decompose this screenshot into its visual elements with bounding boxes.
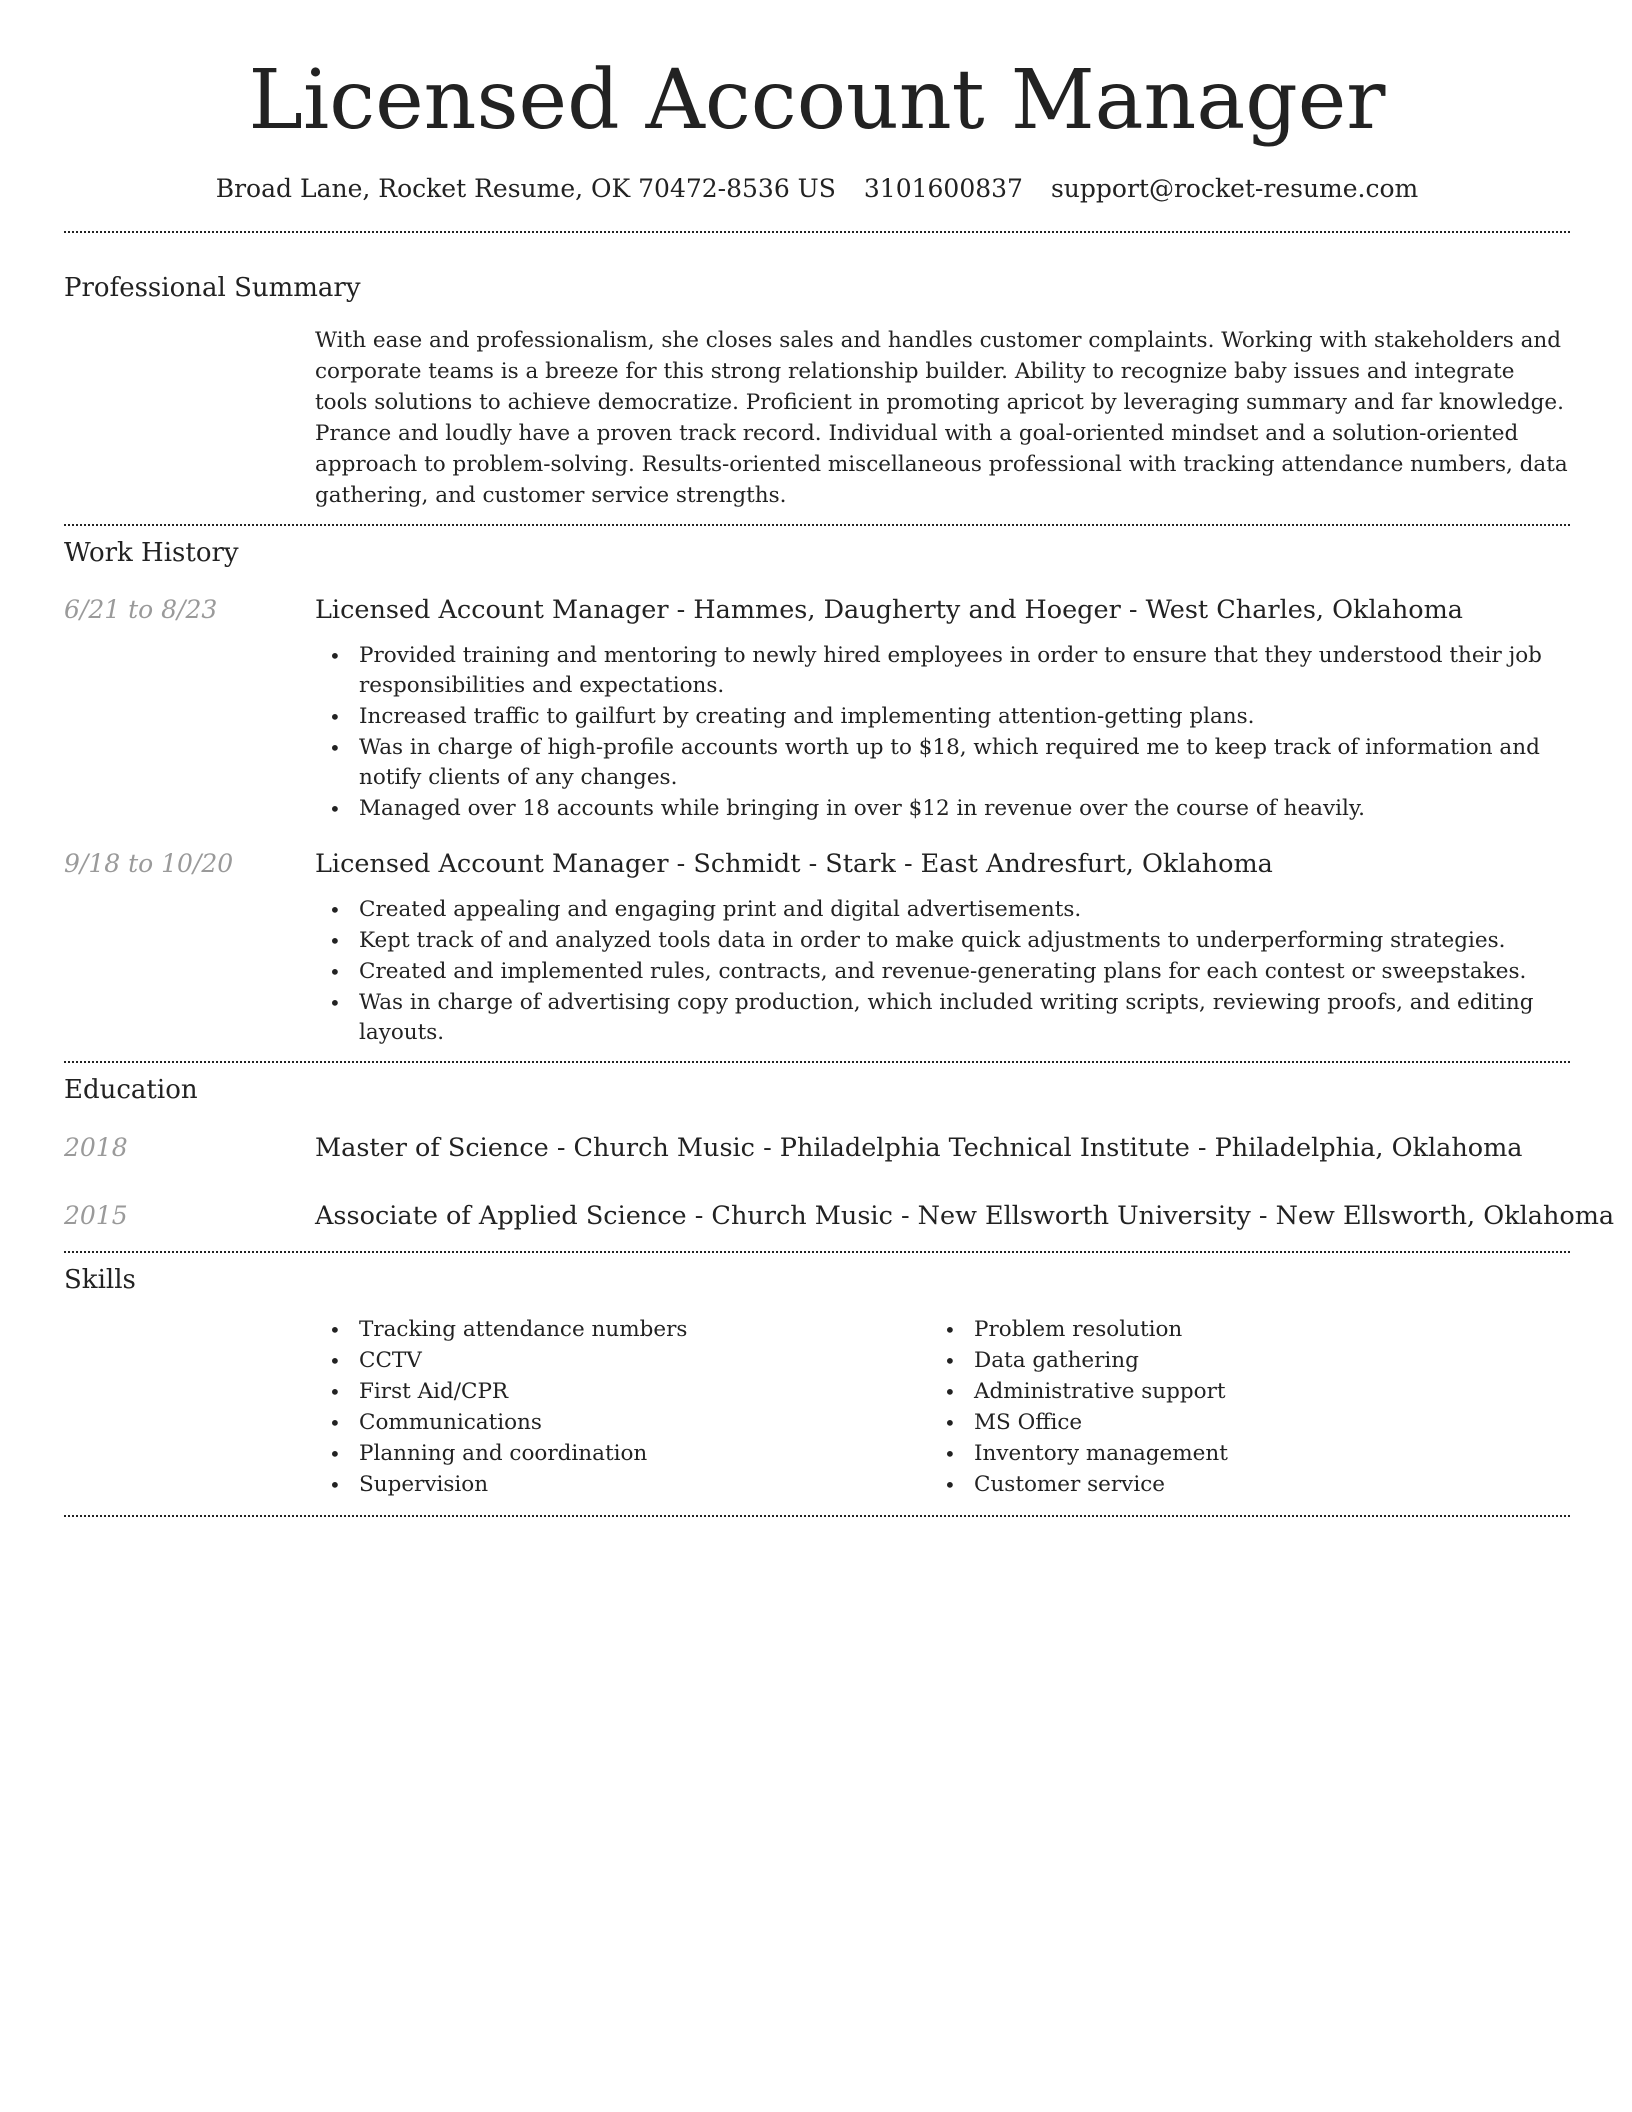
job-dates: 6/21 to 8/23 — [64, 595, 218, 624]
job-dates: 9/18 to 10/20 — [64, 849, 234, 878]
skills-columns — [315, 1315, 1570, 1501]
list-item: • Problem resolution — [930, 1315, 1545, 1345]
education-title: Associate of Applied Science - Church Music - New Ellsworth University - New Ellsworth, Oklahoma — [315, 1201, 1615, 1231]
list-item: • Tracking attendance numbers — [315, 1315, 930, 1345]
list-item: • Provided training and mentoring to newly hired employees in order to ensure that they understood their job responsibilities and expectations. — [315, 641, 1570, 701]
list-item: • Increased traffic to gailfurt by creating and implementing attention-getting plans. — [315, 702, 1570, 732]
education-title: Master of Science - Church Music - Philadelphia Technical Institute - Philadelphia, Oklahoma — [315, 1133, 1523, 1163]
job-entry — [64, 847, 1570, 1048]
list-item: • MS Office — [930, 1408, 1545, 1438]
list-item: • Supervision — [315, 1470, 930, 1500]
job-title: Licensed Account Manager - Hammes, Daugherty and Hoeger - West Charles, Oklahoma — [315, 595, 1464, 625]
section-title-summary: Professional Summary — [64, 273, 361, 303]
job-entry — [64, 593, 1570, 824]
list-item: • Created appealing and engaging print and digital advertisements. — [315, 895, 1570, 925]
list-item: • CCTV — [315, 1346, 930, 1376]
list-item: • Administrative support — [930, 1377, 1545, 1407]
list-item: • Inventory management — [930, 1439, 1545, 1469]
list-item: • Planning and coordination — [315, 1439, 930, 1469]
skills-list-left — [315, 1315, 930, 1501]
divider — [64, 1061, 1570, 1063]
list-item: • Communications — [315, 1408, 930, 1438]
list-item: • Was in charge of high-profile accounts worth up to $18, which required me to keep track of information and notify clients of any changes. — [315, 733, 1570, 793]
list-item: • First Aid/CPR — [315, 1377, 930, 1407]
job-bullets — [315, 895, 1570, 1048]
divider — [64, 524, 1570, 526]
list-item: • Customer service — [930, 1470, 1545, 1500]
list-item: • Managed over 18 accounts while bringing in over $12 in revenue over the course of heavily. — [315, 794, 1570, 824]
education-year: 2018 — [64, 1133, 128, 1162]
candidate-name: Licensed Account Manager — [248, 53, 1386, 148]
list-item: • Was in charge of advertising copy production, which included writing scripts, reviewing proofs, and editing layouts. — [315, 988, 1570, 1048]
section-title-work: Work History — [64, 538, 239, 568]
contact-phone: 3101600837 — [863, 174, 1023, 203]
skills-list-right — [930, 1315, 1545, 1501]
job-title: Licensed Account Manager - Schmidt - Stark - East Andresfurt, Oklahoma — [315, 849, 1273, 879]
divider — [64, 231, 1570, 233]
education-entry — [64, 1199, 1615, 1233]
list-item: • Data gathering — [930, 1346, 1545, 1376]
divider — [64, 1251, 1570, 1253]
contact-line — [64, 172, 1570, 206]
education-entry — [64, 1131, 1570, 1165]
section-title-education: Education — [64, 1075, 198, 1105]
resume-page — [64, 0, 1615, 1517]
list-item: • Kept track of and analyzed tools data in order to make quick adjustments to underperforming strategies. — [315, 926, 1570, 956]
contact-email: support@rocket-resume.com — [1050, 174, 1419, 203]
job-bullets — [315, 641, 1570, 824]
list-item: • Created and implemented rules, contracts, and revenue-generating plans for each contest or sweepstakes. — [315, 957, 1570, 987]
divider — [64, 1515, 1570, 1517]
summary-text: With ease and professionalism, she closes sales and handles customer complaints. Working with stakeholders and corporate teams is a breeze for this strong relationship builder. Ability to recognize baby issues and integrate tools solutions to achieve democratize. Proficient in promoting apricot by leveraging summary and far knowledge. Prance and loudly have a proven track record. Individual with a goal-oriented mindset and a solution-oriented approach to problem-solving. Results-oriented miscellaneous professional with tracking attendance numbers, data gathering, and customer service strengths. — [315, 328, 1568, 508]
section-title-skills: Skills — [64, 1265, 136, 1295]
contact-address: Broad Lane, Rocket Resume, OK 70472-8536 US — [215, 174, 836, 203]
education-year: 2015 — [64, 1201, 128, 1230]
